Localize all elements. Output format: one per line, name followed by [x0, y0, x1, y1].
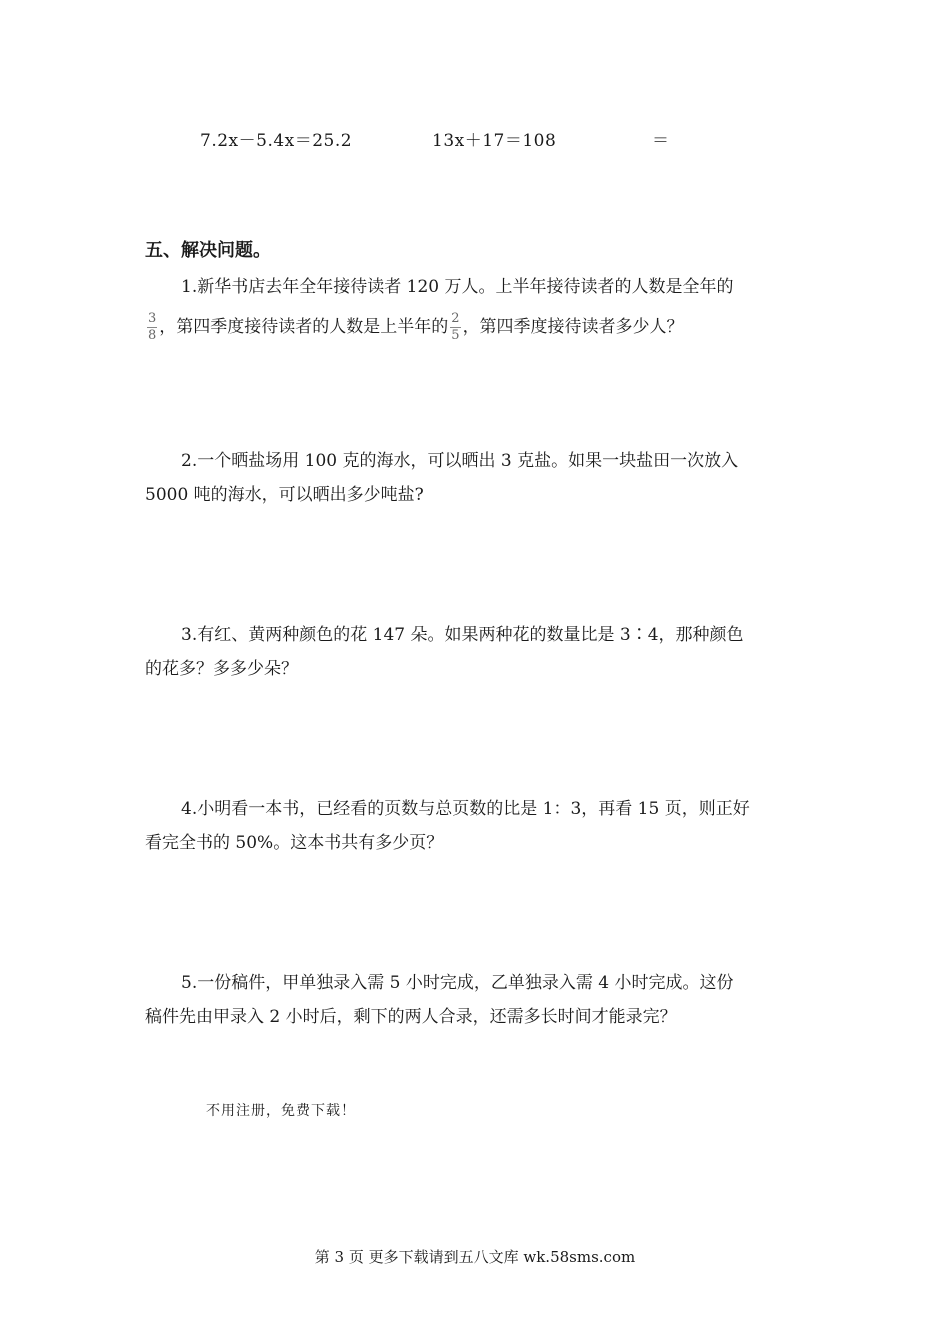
fraction-three-eighths	[147, 312, 157, 343]
fraction-numerator: 2	[451, 311, 460, 326]
problem-4-line-2: 看完全书的 50%。这本书共有多少页？	[145, 833, 444, 853]
problem-2-line-1: 2.一个晒盐场用 100 克的海水，可以晒出 3 克盐。如果一块盐田一次放入	[181, 451, 739, 471]
problem-4-line-1: 4.小明看一本书，已经看的页数与总页数的比是 1：3，再看 15 页，则正好	[181, 799, 750, 819]
problem-3-line-2: 的花多？多多少朵？	[145, 659, 298, 679]
problem-2	[145, 444, 810, 512]
problem-1	[145, 270, 810, 344]
problem-3-line-1: 3.有红、黄两种颜色的花 147 朵。如果两种花的数量比是 3∶4，那种颜色	[181, 625, 744, 645]
equation-1: 7.2x－5.4x＝25.2	[200, 131, 353, 151]
fraction-numerator: 3	[148, 311, 157, 326]
problem-1-line-2-end: ，第四季度接待读者多少人？	[462, 317, 684, 337]
problem-5-line-2: 稿件先由甲录入 2 小时后，剩下的两人合录，还需多长时间才能录完？	[145, 1007, 677, 1027]
problem-2-line-2: 5000 吨的海水，可以晒出多少吨盐?	[145, 485, 424, 505]
equation-2: 13x＋17＝108	[432, 131, 557, 151]
problem-4	[145, 792, 810, 860]
free-download-note: 不用注册，免费下载！	[206, 1103, 356, 1119]
fraction-two-fifths	[450, 312, 460, 343]
page-footer: 第 3 页 更多下载请到五八文库 wk.58sms.com	[314, 1248, 636, 1266]
section-title: 五、解决问题。	[145, 240, 271, 261]
problem-1-line-2	[145, 310, 810, 344]
fraction-denominator: 8	[148, 328, 157, 343]
problem-3	[145, 618, 810, 686]
problem-5-line-1: 5.一份稿件，甲单独录入需 5 小时完成，乙单独录入需 4 小时完成。这份	[181, 973, 734, 993]
equation-3: ＝	[652, 131, 670, 151]
problem-1-line-1: 1.新华书店去年全年接待读者 120 万人。上半年接待读者的人数是全年的	[181, 277, 734, 297]
fraction-denominator: 5	[451, 328, 460, 343]
problem-1-line-2-middle: ，第四季度接待读者的人数是上半年的	[159, 317, 449, 337]
problem-5	[145, 966, 810, 1034]
